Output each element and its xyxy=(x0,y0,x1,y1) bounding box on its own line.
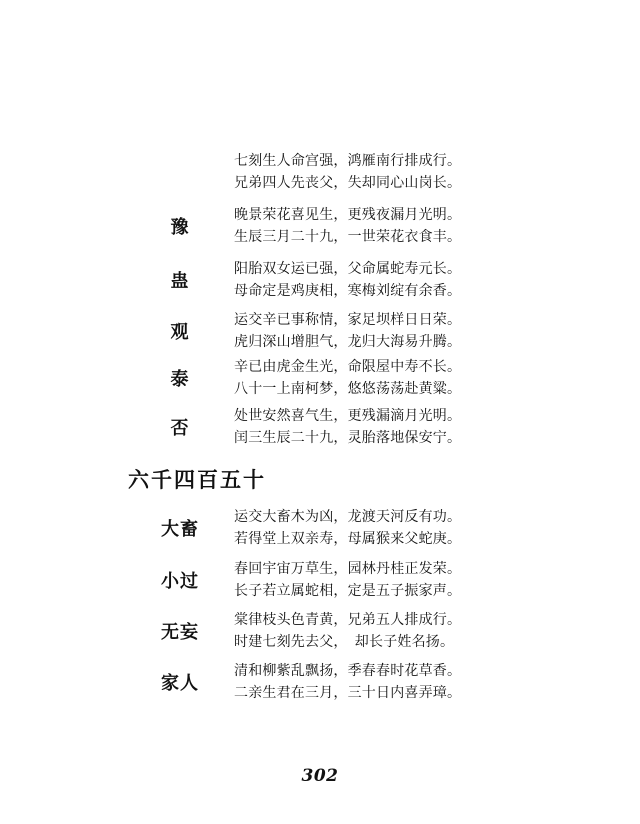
hexagram-label: 小过 xyxy=(161,571,199,592)
verse-line: 棠律枝头色青黄，兄弟五人排成行。 xyxy=(234,612,462,628)
verse-line: 清和柳紫乱飘扬，季春春时花草香。 xyxy=(234,663,462,679)
hexagram-label: 观 xyxy=(170,322,190,343)
verse-line: 长子若立属蛇相，定是五子振家声。 xyxy=(234,583,462,599)
verse-line: 辛已由虎金生光，命限屋中寿不长。 xyxy=(234,359,462,375)
hexagram-label: 泰 xyxy=(170,369,190,390)
verse-entry xyxy=(0,660,640,712)
verse-entry xyxy=(0,356,640,408)
hexagram-label: 家人 xyxy=(161,673,199,694)
hexagram-label: 无妄 xyxy=(161,622,199,643)
verse-entry xyxy=(0,558,640,610)
verse-line: 兄弟四人先丧父，失却同心山岗长。 xyxy=(234,175,462,191)
verse-entry xyxy=(0,150,640,202)
verse-line: 处世安然喜气生，更残漏滴月光明。 xyxy=(234,408,462,424)
verse-line: 生辰三月二十九，一世荣花衣食丰。 xyxy=(234,229,462,245)
verse-lines xyxy=(234,204,624,248)
verse-line: 若得堂上双亲寿，母属猴来父蛇庚。 xyxy=(234,531,462,547)
verse-entry xyxy=(0,405,640,457)
verse-lines xyxy=(234,609,624,653)
verse-lines xyxy=(234,506,624,550)
hexagram-label: 大畜 xyxy=(161,519,199,540)
verse-lines xyxy=(234,258,624,302)
verse-entry xyxy=(0,204,640,256)
verse-line: 春回宇宙万草生，园林丹桂正发荣。 xyxy=(234,561,462,577)
hexagram-label: 豫 xyxy=(170,217,190,238)
page-number: 302 xyxy=(301,766,339,786)
section-heading: 六千四百五十 xyxy=(128,467,266,492)
verse-lines xyxy=(234,309,624,353)
verse-lines xyxy=(234,150,624,194)
verse-entry xyxy=(0,506,640,558)
verse-line: 阳胎双女运已强，父命属蛇寿元长。 xyxy=(234,261,462,277)
verse-line: 晚景荣花喜见生，更残夜漏月光明。 xyxy=(234,207,462,223)
verse-line: 时建七刻先去父， 却长子姓名扬。 xyxy=(234,634,455,650)
verse-lines xyxy=(234,558,624,602)
verse-line: 二亲生君在三月，三十日内喜弄璋。 xyxy=(234,685,462,701)
verse-entry xyxy=(0,609,640,661)
verse-line: 闰三生辰二十九，灵胎落地保安宁。 xyxy=(234,430,462,446)
verse-line: 运交辛已事称情，家足坝样日日荣。 xyxy=(234,312,462,328)
verse-line: 七刻生人命宫强，鸿雁南行排成行。 xyxy=(234,153,462,169)
verse-lines xyxy=(234,405,624,449)
verse-line: 运交大畜木为凶，龙渡天河反有功。 xyxy=(234,509,462,525)
verse-line: 八十一上南柯梦，悠悠荡荡赴黄粱。 xyxy=(234,381,462,397)
hexagram-label: 否 xyxy=(170,418,190,439)
verse-line: 母命定是鸡庚相，寒梅刘绽有余香。 xyxy=(234,283,462,299)
verse-lines xyxy=(234,356,624,400)
verse-entry xyxy=(0,258,640,310)
hexagram-label: 蛊 xyxy=(170,271,190,292)
verse-entry xyxy=(0,309,640,361)
verse-lines xyxy=(234,660,624,704)
verse-line: 虎归深山增胆气，龙归大海易升腾。 xyxy=(234,334,462,350)
